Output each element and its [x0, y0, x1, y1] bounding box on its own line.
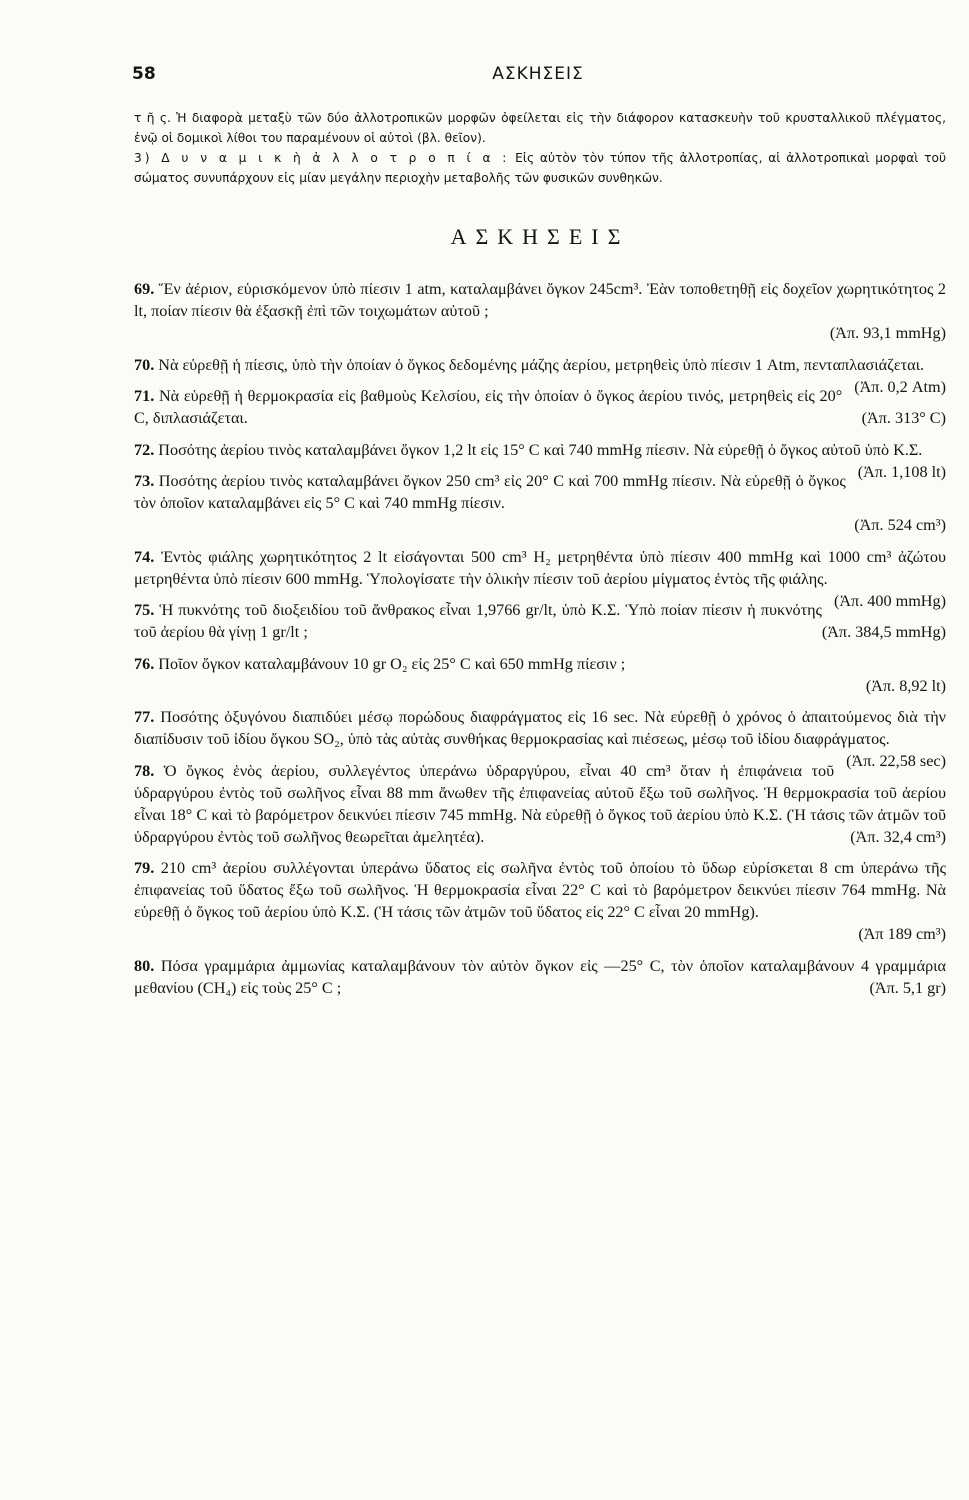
exercise-text: Πόσα γραμμάρια ἀμμωνίας καταλαμβάνουν τὸν αὐτὸν ὄγκον εἰς —25° C, τὸν ὁποῖον καταλαμβάνουν 4 γραμμάρια μεθανίου (CH₄) εἰς τοὺς 25° C ; [134, 956, 947, 997]
exercise-text: Ποῖον ὄγκον καταλαμβάνουν 10 gr O₂ εἰς 25° C καὶ 650 mmHg πίεσιν ; [158, 654, 626, 673]
intro-item-3-label: 3) Δ υ ν α μ ι κ ὴ ἀ λ λ ο τ ρ ο π ί α : [134, 151, 510, 165]
exercise-69 [134, 278, 946, 344]
exercise-number: 69. [134, 280, 155, 298]
exercise-list [134, 278, 946, 1008]
exercise-text: Νὰ εὑρεθῇ ἡ πίεσις, ὑπὸ τὴν ὁποίαν ὁ ὄγκος δεδομένης μάζης ἀερίου, μετρηθεὶς ὑπὸ πίεσιν 1 Atm, πενταπλασιάζεται. [158, 355, 925, 374]
exercise-text: Νὰ εὑρεθῇ ἡ θερμοκρασία εἰς βαθμοὺς Κελσίου, εἰς τὴν ὁποίαν ὁ ὄγκος ἀερίου τινός, μετρηθεὶς εἰς 20° C, διπλασιάζεται. [134, 387, 843, 427]
exercise-number: 70. [134, 355, 155, 374]
exercise-answer: (Ἀπ. 0,2 Atm) [854, 377, 946, 396]
exercise-80 [134, 955, 946, 999]
exercise-text: Ἐντὸς φιάλης χωρητικότητος 2 lt εἰσάγονται 500 cm³ H₂ μετρηθέντα ὑπὸ πίεσιν 400 mmHg καὶ 1000 cm³ ἀζώτου μετρηθέντα ὑπὸ πίεσιν 600 mmHg. Ὑπολογίσατε τὴν ὁλικὴν πίεσιν τοῦ ἀερίου μίγματος ἐντὸς τῆς φιάλης. [134, 547, 947, 588]
exercise-answer: (Ἀπ. 93,1 mmHg) [829, 324, 946, 342]
exercise-answer: (Ἀπ. 524 cm³) [854, 516, 946, 534]
intro-item-3 [134, 148, 946, 188]
exercise-answer: (Ἀπ. 5,1 gr) [869, 978, 946, 997]
exercise-number: 72. [134, 440, 155, 459]
page-number: 58 [132, 64, 156, 84]
exercise-79 [134, 857, 946, 945]
exercise-number: 75. [134, 601, 155, 619]
exercise-answer: (Ἀπ. 32,4 cm³) [850, 827, 946, 846]
exercise-number: 80. [134, 956, 155, 975]
exercise-text: Ὁ ὄγκος ἑνὸς ἀερίου, συλλεγέντος ὑπεράνω ὑδραργύρου, εἶναι 40 cm³ ὅταν ἡ ἐπιφάνεια τοῦ ὑδραργύρου ἐντὸς τοῦ σωλῆνος εἶναι 88 mm ἄνωθεν τῆς ἐπιφανείας αὐτοῦ ἔξω τοῦ σωλῆνος. Ἡ θερμοκρασία τοῦ ἀερίου εἶναι 18° C καὶ τὸ βαρόμετρον δεικνύει πίεσιν 745 mmHg. Νὰ εὑρεθῇ ὁ ὄγκος τοῦ ἀερίου ὑπὸ Κ.Σ. (Ἡ τάσις τῶν ἀτμῶν τοῦ ὑδραργύρου ἐντὸς τοῦ σωλῆνος θεωρεῖται ἀμελητέα). [134, 761, 946, 846]
exercise-78 [134, 760, 946, 848]
exercise-text: Ἕν ἀέριον, εὑρισκόμενον ὑπὸ πίεσιν 1 atm, καταλαμβάνει ὄγκον 245cm³. Ἐὰν τοποθετηθῇ εἰς δοχεῖον χωρητικότητος 2 lt, ποίαν πίεσιν θὰ ἐξασκῇ ἐπὶ τῶν τοιχωμάτων αὐτοῦ ; [134, 280, 946, 320]
exercise-answer: (Ἀπ. 400 mmHg) [833, 591, 946, 610]
exercise-number: 73. [134, 472, 155, 490]
exercise-number: 71. [134, 387, 155, 405]
exercise-number: 78. [134, 761, 155, 780]
exercise-answer: (Ἀπ 189 cm³) [858, 925, 946, 943]
section-title: ΑΣΚΗΣΕΙΣ [450, 224, 630, 249]
intro-item-3-text: Εἰς αὐτὸν τὸν τύπον τῆς ἀλλοτροπίας, αἱ ἀλλοτροπικαὶ μορφαὶ τοῦ σώματος συνυπάρχουν εἰς μίαν μεγάλην περιοχὴν μεταβολῆς τῶν φυσικῶν συνθηκῶν. [134, 151, 946, 185]
exercise-75 [134, 599, 946, 643]
exercise-76 [134, 653, 946, 697]
exercise-77 [134, 706, 946, 770]
exercise-text: 210 cm³ ἀερίου συλλέγονται ὑπεράνω ὕδατος εἰς σωλῆνα ἐντὸς τοῦ ὁποίου τὸ ὕδωρ εὑρίσκεται 8 cm ὑπεράνω τῆς ἐπιφανείας τοῦ ὕδατος ἔξω τοῦ σωλῆνος. Ἡ θερμοκρασία εἶναι 22° C καὶ τὸ βαρόμετρον δεικνύει πίεσιν 764 mmHg. Νὰ εὑρεθῇ ὁ ὄγκος τοῦ ἀερίου ὑπὸ Κ.Σ. (Ἡ τάσις τῶν ἀτμῶν τοῦ ὕδατος εἰς 22° C εἶναι 20 mmHg). [134, 859, 947, 921]
exercise-answer: (Ἀπ. 22,58 sec) [846, 752, 946, 770]
exercise-73 [134, 470, 946, 536]
exercise-text: Ἡ πυκνότης τοῦ διοξειδίου τοῦ ἄνθρακος εἶναι 1,9766 gr/lt, ὑπὸ Κ.Σ. Ὑπὸ ποίαν πίεσιν ἡ πυκνότης τοῦ ἀερίου θὰ γίνῃ 1 gr/lt ; [134, 601, 822, 641]
intro-text [134, 108, 946, 188]
exercise-number: 79. [134, 859, 155, 877]
exercise-answer: (Ἀπ. 384,5 mmHg) [821, 623, 946, 641]
exercise-text: Ποσότης ἀερίου τινὸς καταλαμβάνει ὄγκον 1,2 lt εἰς 15° C καὶ 740 mmHg πίεσιν. Νὰ εὑρεθῇ ὁ ὄγκος αὐτοῦ ὑπὸ Κ.Σ. [158, 440, 923, 459]
exercise-number: 74. [134, 547, 155, 566]
exercise-number: 76. [134, 654, 155, 673]
exercise-text: Ποσότης ἀερίου τινὸς καταλαμβάνει ὄγκον 250 cm³ εἰς 20° C καὶ 700 mmHg πίεσιν. Νὰ εὑρεθῇ ὁ ὄγκος τὸν ὁποῖον καταλαμβάνει εἰς 5° C καὶ 740 mmHg πίεσιν. [134, 472, 846, 512]
exercise-text: Ποσότης ὀξυγόνου διαπιδύει μέσῳ πορώδους διαφράγματος εἰς 16 sec. Νὰ εὑρεθῇ ὁ χρόνος ὁ ἀπαιτούμενος διὰ τὴν διαπίδυσιν τοῦ ἰδίου ὄγκου SO₂, ὑπὸ τὰς αὐτὰς συνθήκας θερμοκρασίας καὶ πιέσεως, μέσῳ τοῦ ἰδίου διαφράγματος. [134, 708, 946, 748]
exercise-answer: (Ἀπ. 1,108 lt) [857, 462, 946, 481]
exercise-answer: (Ἀπ. 8,92 lt) [865, 676, 946, 695]
exercise-answer: (Ἀπ. 313° C) [861, 409, 946, 427]
running-title: ΑΣΚΗΣΕΙΣ [492, 64, 584, 84]
exercise-71 [134, 385, 946, 429]
intro-paragraph: τ ῆ ς. Ἡ διαφορὰ μεταξὺ τῶν δύο ἀλλοτροπικῶν μορφῶν ὀφείλεται εἰς τὴν διάφορον κατασκευὴν τοῦ κρυσταλλικοῦ πλέγματος, ἐνῷ οἱ δομικοὶ λίθοι του παραμένουν οἱ αὐτοὶ (βλ. θεῖον). [134, 111, 946, 145]
page-header [132, 64, 944, 88]
exercise-number: 77. [134, 708, 155, 726]
